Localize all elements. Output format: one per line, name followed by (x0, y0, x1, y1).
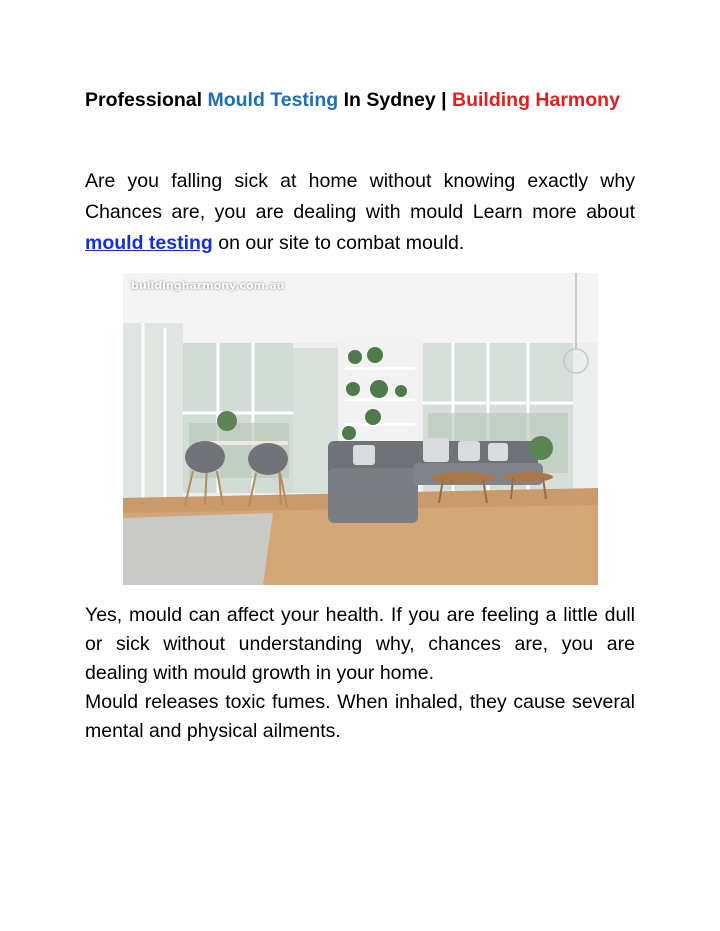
living-room-photo (123, 273, 598, 585)
title-part2: In Sydney | (343, 89, 447, 111)
body-text (85, 601, 635, 746)
intro-text-before: Are you falling sick at home without knowing exactly why Chances are, you are dealing with mould Learn more about (85, 170, 635, 223)
title-part1: Professional (85, 89, 203, 111)
body-paragraph-2: Mould releases toxic fumes. When inhaled, they cause several mental and physical ailments. (85, 691, 635, 742)
title-highlight-red: Building Harmony (452, 89, 620, 111)
title-highlight-blue: Mould Testing (207, 89, 339, 111)
page-title (85, 87, 635, 114)
body-paragraph-1: Yes, mould can affect your health. If you are feeling a little dull or sick without understanding why, chances are, you are dealing with mould growth in your home. (85, 604, 635, 684)
image-watermark: buildingharmony.com.au (131, 279, 285, 292)
intro-paragraph (85, 166, 635, 259)
intro-text-after: on our site to combat mould. (212, 232, 465, 254)
mould-testing-link[interactable]: mould testing (85, 232, 213, 254)
